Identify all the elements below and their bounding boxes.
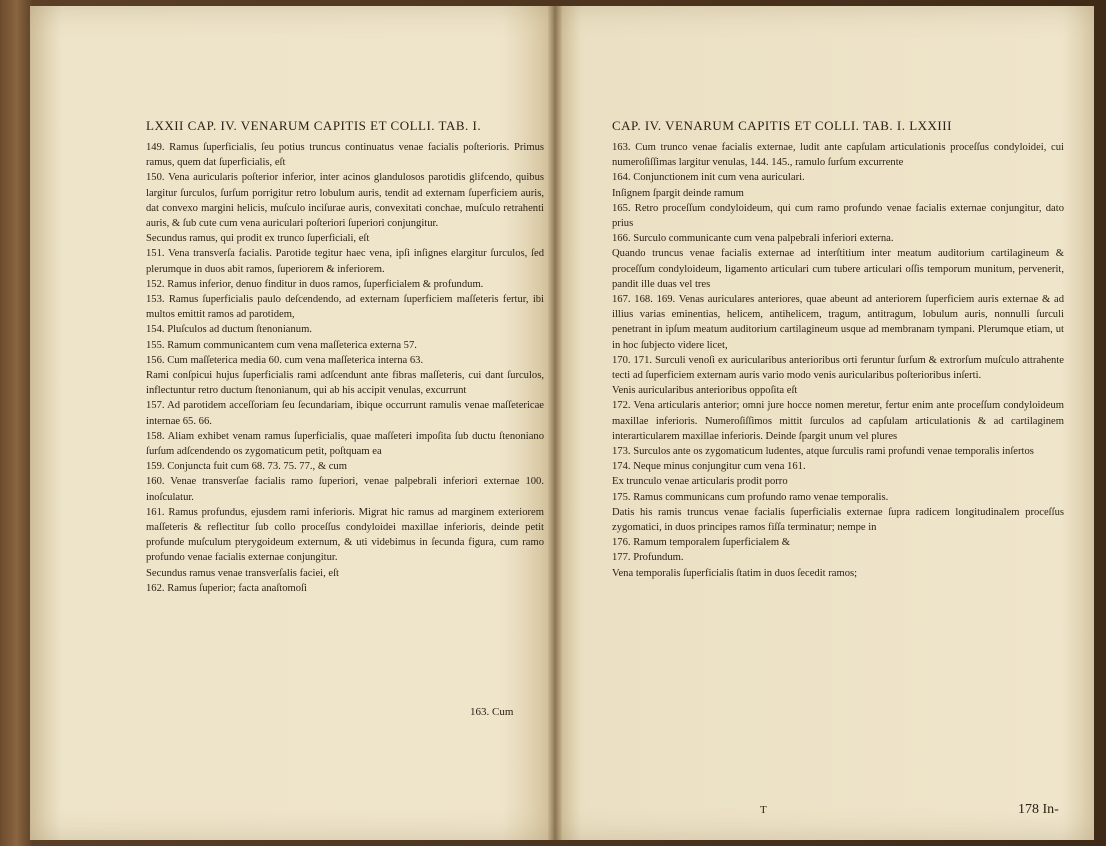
left-page-header: LXXII CAP. IV. VENARUM CAPITIS ET COLLI. TAB. I.: [146, 118, 482, 133]
paragraph: 175. Ramus communicans cum profundo ramo venae temporalis.: [612, 491, 889, 503]
paragraph: Ex trunculo venae articularis prodit porro: [612, 476, 788, 488]
paragraph: 158. Aliam exhibet venam ramus ſuperficialis, quae maſſeteri impoſita ſub ductu ſtenoniano ſurſum adſcendendo os zygomaticum petit, poſtquam ea: [146, 430, 544, 458]
paragraph: Quando truncus venae facialis externae ad interſtitium inter meatum auditorium cartilagineum & proceſſum condyloideum, ligamento articulari cum tubere articulari oſſis temporum munitum, pervenerit, pandit ille duas vel tres: [612, 248, 1064, 290]
paragraph: Inſignem ſpargit deinde ramum: [612, 187, 744, 199]
paragraph: 166. Surculo communicante cum vena palpebrali inferiori externa.: [612, 233, 894, 245]
paragraph: 161. Ramus profundus, ejusdem rami inferioris. Migrat hic ramus ad marginem exteriorem maſſeteris & reflectitur ſub collo proceſſus condyloidei maxillae inferioris, deinde petit profunde muſculum pterygoideum externum, & uti videbimus in ſecunda figura, cum ramo profundo venae facialis externae conjungitur.: [146, 506, 544, 564]
right-page-body: [612, 140, 1064, 581]
paragraph: Vena temporalis ſuperficialis ſtatim in duos ſecedit ramos;: [612, 567, 858, 579]
signature-mark: T: [760, 804, 767, 816]
paragraph: Secundus ramus, qui prodit ex trunco ſuperficiali, eſt: [146, 233, 370, 245]
book-gutter: [548, 6, 562, 840]
paragraph: 153. Ramus ſuperficialis paulo deſcendendo, ad externam ſuperficiem maſſeteris fertur, ibi multos emittit ramos ad parotidem,: [146, 294, 544, 321]
paragraph: Datis his ramis truncus venae facialis ſuperficialis externae ſupra radicem longitudinalem proceſſus zygomatici, in duos principes ramos fiſſa terminatur; nempe in: [612, 506, 1064, 534]
paragraph: 151. Vena transverſa facialis. Parotide tegitur haec vena, ipſi inſignes elargitur ſurculos, ſed plerumque in duos abit ramos, ſuperiorem & inferiorem.: [146, 248, 544, 275]
paragraph: 155. Ramum communicantem cum vena maſſeterica externa 57.: [146, 339, 417, 351]
left-catchword: 163. Cum: [470, 706, 514, 718]
paragraph: 164. Conjunctionem init cum vena auriculari.: [612, 172, 805, 184]
paragraph: 167. 168. 169. Venas auriculares anteriores, quae abeunt ad anteriorem ſuperficiem auris externae & ad illius varias eminentias, helicem, antihelicem, tragum, antitragum, lobulum auris, nonnulli ſurculi penetrant in ipſum meatum auditorium cartilagineum usque ad membranam tympani. Plerumque etiam, ut in hoc ſubjecto videre licet,: [612, 294, 1064, 351]
paragraph: 177. Profundum.: [612, 552, 684, 564]
paragraph: 163. Cum trunco venae facialis externae, ludit ante capſulam articulationis proceſſus condyloidei, cui numeroſiſſimas largitur venulas, 144. 145., ramulo ſurſum excurrente: [612, 142, 1064, 169]
paragraph: 176. Ramum temporalem ſuperficialem &: [612, 537, 790, 549]
paragraph: 154. Pluſculos ad ductum ſtenonianum.: [146, 324, 312, 336]
paragraph: 160. Venae transverſae facialis ramo ſuperiori, venae palpebrali inferiori externae 100. inoſculatur.: [146, 476, 544, 503]
paragraph: 159. Conjuncta fuit cum 68. 73. 75. 77., & cum: [146, 461, 347, 473]
paragraph: 170. 171. Surculi venoſi ex auricularibus anterioribus orti feruntur ſurſum & extrorſum muſculo attrahente tecti ad ſuperficiem externam auris vario modo venis auricularibus poſterioribus inſerti.: [612, 354, 1064, 382]
paragraph: 162. Ramus ſuperior; facta anaſtomoſi: [146, 582, 307, 594]
paragraph: 165. Retro proceſſum condyloideum, qui cum ramo profundo venae facialis externae conjungitur, dato prius: [612, 202, 1064, 230]
paragraph: 152. Ramus inferior, denuo finditur in duos ramos, ſuperficialem & profundum.: [146, 278, 484, 290]
right-page-header: CAP. IV. VENARUM CAPITIS ET COLLI. TAB. I. LXXIII: [612, 118, 952, 133]
paragraph: 157. Ad parotidem acceſſoriam ſeu ſecundariam, ibique occurrunt ramulis venae maſſetericae internae 65. 66.: [146, 400, 544, 427]
paragraph: Rami conſpicui hujus ſuperficialis rami adſcendunt ante fibras maſſeteris, cui dant ſurculos, inflectuntur retro ductum ſtenonianum, qui ab his accipit venulas, excurrunt: [146, 370, 544, 397]
paragraph: Venis auricularibus anterioribus oppoſita eſt: [612, 385, 798, 397]
paragraph: 172. Vena articularis anterior; omni jure hocce nomen meretur, fertur enim ante proceſſum condyloideum maxillae inferioris. Numeroſiſſimos mittit ſurculos ad capſulam articulationis & ad cartilaginem interarticularem maxillae inferioris. Deinde ſpargit unum vel plures: [612, 400, 1064, 442]
paragraph: 149. Ramus ſuperficialis, ſeu potius truncus continuatus venae facialis poſterioris. Primus ramus, quem dat ſuperficialis, eſt: [146, 142, 544, 169]
paragraph: 150. Vena auricularis poſterior inferior, inter acinos glandulosos parotidis glifcendo, quibus largitur ſurculos, ſurſum porrigitur retro lobulum auris, tendit ad externam ſuperficiem auris, dat convexo margini helicis, muſculo inciſurae auris, convexitati conchae, muſculo retrahenti auris, & ſub cute cum vena auriculari poſteriori ſuperiori conjungitur.: [146, 172, 544, 230]
paragraph: Secundus ramus venae transverſalis faciei, eſt: [146, 567, 339, 579]
left-page-body: [146, 140, 544, 596]
paragraph: 156. Cum maſſeterica media 60. cum vena maſſeterica interna 63.: [146, 354, 424, 366]
paragraph: 174. Neque minus conjungitur cum vena 161.: [612, 461, 806, 473]
paragraph: 173. Surculos ante os zygomaticum ludentes, atque ſurculis rami profundi venae temporalis inſertos: [612, 446, 1034, 458]
right-catchword: 178 In-: [1018, 802, 1059, 817]
